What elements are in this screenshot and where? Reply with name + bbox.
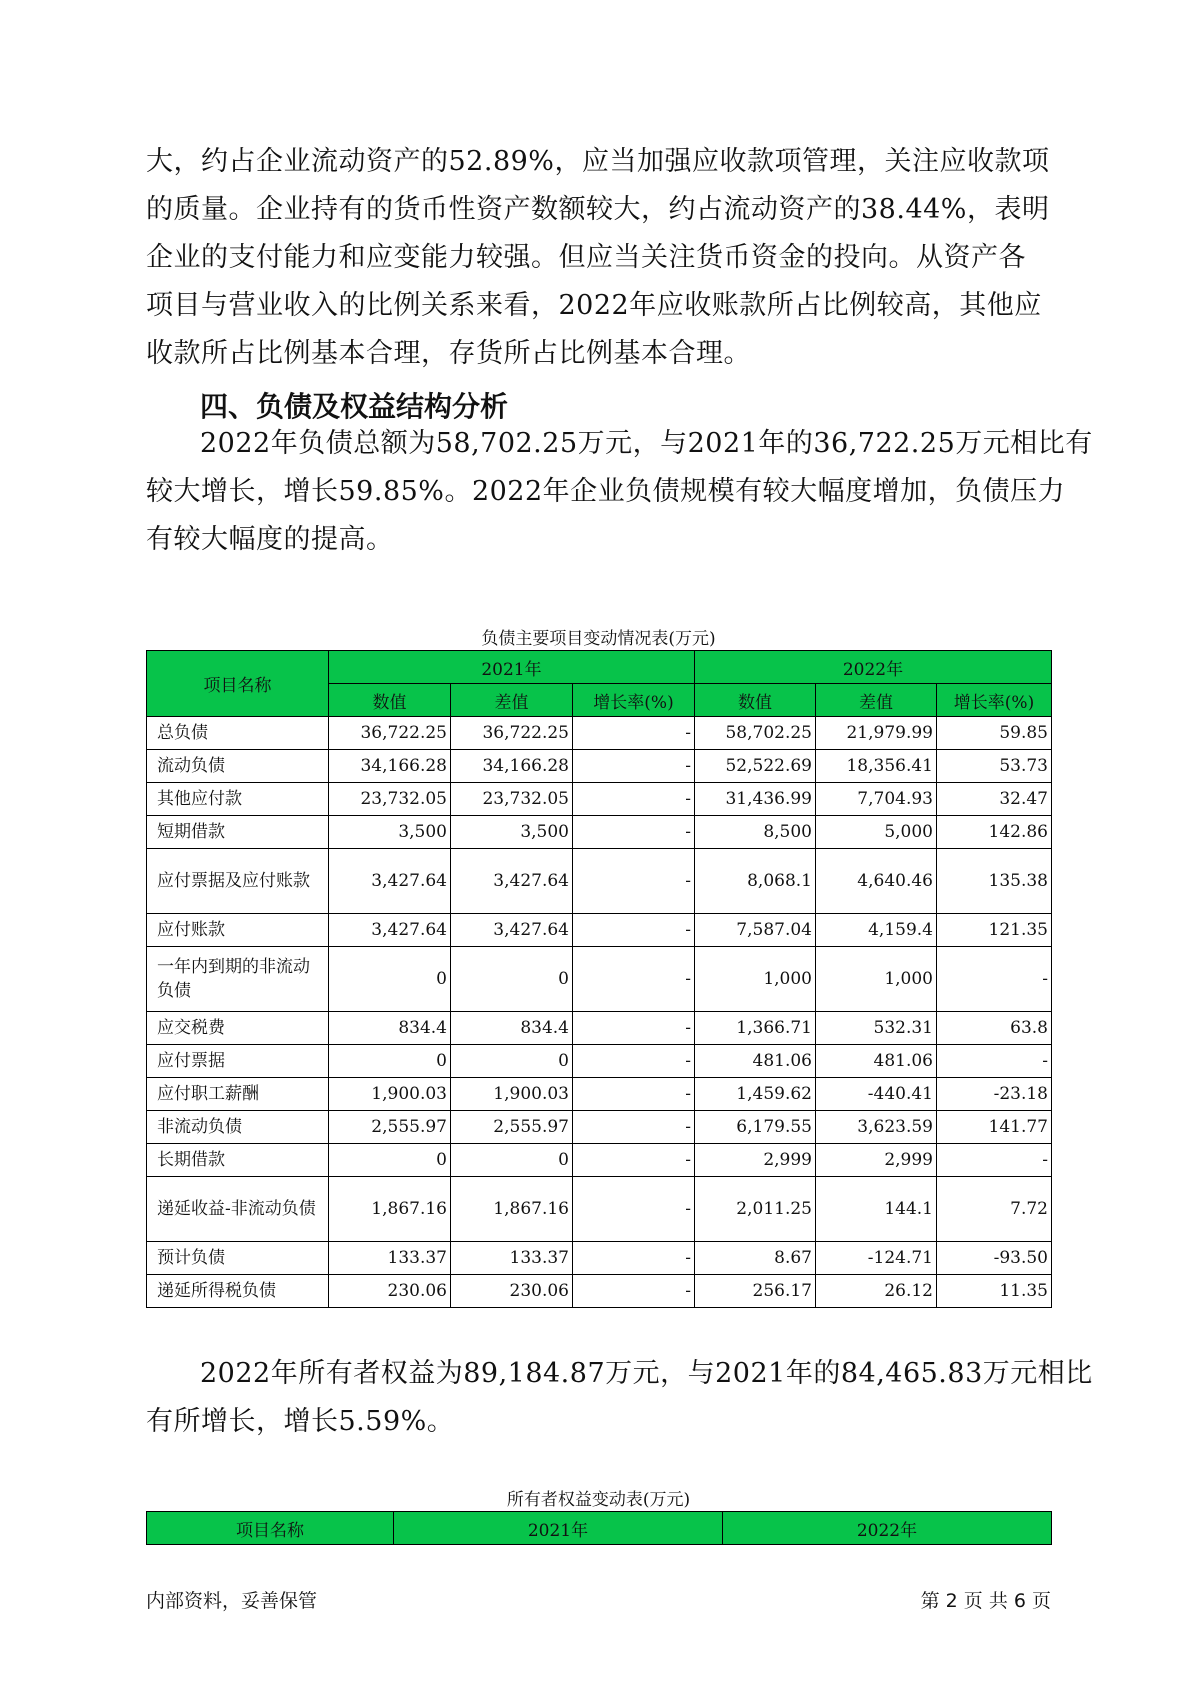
footer-left: 内部资料，妥善保管 [146,1590,318,1612]
table-row [147,947,1052,1012]
header-year-2021: 2021年 [394,1512,723,1545]
row-item-name: 短期借款 [147,816,329,849]
cell-diff-2022: -440.41 [816,1078,937,1111]
cell-diff-2022: 4,640.46 [816,849,937,914]
cell-diff-2021: 34,166.28 [451,750,573,783]
table-row [147,1045,1052,1078]
cell-value-2021: 3,427.64 [329,849,451,914]
equity-table-caption: 所有者权益变动表(万元) [506,1490,691,1510]
cell-growth-2022: -23.18 [937,1078,1052,1111]
cell-value-2021: 34,166.28 [329,750,451,783]
cell-diff-2022: 7,704.93 [816,783,937,816]
cell-value-2022: 31,436.99 [695,783,816,816]
table-row [147,1111,1052,1144]
header-diff-2022: 差值 [816,684,937,717]
cell-diff-2021: 230.06 [451,1275,573,1308]
cell-diff-2022: 21,979.99 [816,717,937,750]
cell-value-2021: 230.06 [329,1275,451,1308]
row-item-name: 其他应付款 [147,783,329,816]
cell-value-2022: 7,587.04 [695,914,816,947]
cell-value-2022: 8,500 [695,816,816,849]
cell-diff-2022: 5,000 [816,816,937,849]
cell-growth-2021: - [573,1111,695,1144]
cell-value-2021: 36,722.25 [329,717,451,750]
row-item-name: 长期借款 [147,1144,329,1177]
text-line: 项目与营业收入的比例关系来看，2022年应收账款所占比例较高，其他应 [146,290,1042,321]
cell-diff-2022: -124.71 [816,1242,937,1275]
cell-value-2022: 2,011.25 [695,1177,816,1242]
cell-diff-2021: 23,732.05 [451,783,573,816]
cell-growth-2022: 32.47 [937,783,1052,816]
intro-paragraph [146,138,1050,378]
table-row [147,750,1052,783]
header-value-2022: 数值 [695,684,816,717]
cell-diff-2021: 3,427.64 [451,914,573,947]
cell-diff-2021: 3,500 [451,816,573,849]
table-row [147,816,1052,849]
cell-diff-2022: 1,000 [816,947,937,1012]
text-line: 较大增长，增长59.85%。2022年企业负债规模有较大幅度增加，负债压力 [146,476,1066,507]
text-line: 有较大幅度的提高。 [146,524,394,555]
table-row [147,1275,1052,1308]
cell-value-2021: 133.37 [329,1242,451,1275]
cell-diff-2021: 1,867.16 [451,1177,573,1242]
cell-growth-2022: - [937,947,1052,1012]
cell-diff-2021: 2,555.97 [451,1111,573,1144]
row-item-name: 应付票据及应付账款 [147,849,329,914]
cell-growth-2022: 135.38 [937,849,1052,914]
cell-value-2021: 3,500 [329,816,451,849]
cell-value-2022: 256.17 [695,1275,816,1308]
liability-table-body [147,717,1052,1308]
cell-growth-2022: 59.85 [937,717,1052,750]
cell-growth-2021: - [573,1275,695,1308]
equity-table [146,1511,1052,1545]
table-row [147,1144,1052,1177]
cell-diff-2022: 26.12 [816,1275,937,1308]
header-item-name: 项目名称 [147,1512,394,1545]
row-item-name: 非流动负债 [147,1111,329,1144]
table-row [147,1242,1052,1275]
cell-growth-2021: - [573,750,695,783]
cell-value-2021: 834.4 [329,1012,451,1045]
table-row [147,1012,1052,1045]
header-growth-2022: 增长率(%) [937,684,1052,717]
cell-growth-2021: - [573,783,695,816]
cell-growth-2021: - [573,1242,695,1275]
footer-page-number: 第 2 页 共 6 页 [920,1590,1051,1612]
cell-diff-2022: 144.1 [816,1177,937,1242]
text-line: 的质量。企业持有的货币性资产数额较大，约占流动资产的38.44%，表明 [146,194,1050,225]
cell-growth-2021: - [573,849,695,914]
header-year-2022: 2022年 [695,651,1052,684]
cell-value-2022: 1,459.62 [695,1078,816,1111]
cell-value-2021: 0 [329,947,451,1012]
cell-growth-2022: 11.35 [937,1275,1052,1308]
cell-value-2021: 1,867.16 [329,1177,451,1242]
text-line: 收款所占比例基本合理，存货所占比例基本合理。 [146,338,751,369]
table-row [147,1177,1052,1242]
cell-value-2021: 3,427.64 [329,914,451,947]
cell-diff-2021: 0 [451,1045,573,1078]
cell-diff-2021: 133.37 [451,1242,573,1275]
liability-table [146,650,1052,1308]
cell-value-2022: 481.06 [695,1045,816,1078]
cell-diff-2021: 834.4 [451,1012,573,1045]
cell-growth-2022: - [937,1045,1052,1078]
row-item-name: 递延收益-非流动负债 [147,1177,329,1242]
cell-diff-2022: 481.06 [816,1045,937,1078]
cell-value-2022: 6,179.55 [695,1111,816,1144]
section-heading: 四、负债及权益结构分析 [200,390,509,423]
cell-growth-2021: - [573,816,695,849]
cell-growth-2021: - [573,1177,695,1242]
cell-value-2021: 23,732.05 [329,783,451,816]
header-growth-2021: 增长率(%) [573,684,695,717]
liability-paragraph [146,420,1093,564]
cell-value-2022: 1,000 [695,947,816,1012]
cell-diff-2021: 0 [451,1144,573,1177]
cell-growth-2021: - [573,1078,695,1111]
cell-diff-2021: 36,722.25 [451,717,573,750]
row-item-name: 流动负债 [147,750,329,783]
row-item-name: 预计负债 [147,1242,329,1275]
table-row [147,717,1052,750]
text-line: 有所增长，增长5.59%。 [146,1406,455,1437]
row-item-name: 递延所得税负债 [147,1275,329,1308]
header-item-name: 项目名称 [147,651,329,717]
cell-value-2021: 0 [329,1045,451,1078]
liability-table-caption: 负债主要项目变动情况表(万元) [481,629,716,649]
cell-growth-2021: - [573,947,695,1012]
cell-value-2022: 58,702.25 [695,717,816,750]
row-item-name: 一年内到期的非流动负债 [147,947,329,1012]
text-line: 2022年所有者权益为89,184.87万元，与2021年的84,465.83万元相比 [200,1358,1093,1389]
cell-growth-2022: 7.72 [937,1177,1052,1242]
header-year-2021: 2021年 [329,651,695,684]
cell-diff-2021: 0 [451,947,573,1012]
table-row [147,1078,1052,1111]
cell-growth-2022: 142.86 [937,816,1052,849]
cell-value-2022: 1,366.71 [695,1012,816,1045]
table-row [147,849,1052,914]
row-item-name: 应付票据 [147,1045,329,1078]
cell-growth-2021: - [573,1045,695,1078]
cell-value-2022: 8,068.1 [695,849,816,914]
cell-diff-2022: 532.31 [816,1012,937,1045]
cell-diff-2022: 4,159.4 [816,914,937,947]
cell-growth-2021: - [573,1012,695,1045]
header-year-2022: 2022年 [723,1512,1052,1545]
row-item-name: 应付职工薪酬 [147,1078,329,1111]
cell-value-2021: 2,555.97 [329,1111,451,1144]
cell-growth-2022: -93.50 [937,1242,1052,1275]
cell-growth-2022: 53.73 [937,750,1052,783]
cell-value-2022: 52,522.69 [695,750,816,783]
cell-growth-2021: - [573,914,695,947]
equity-paragraph [146,1350,1093,1446]
cell-diff-2021: 1,900.03 [451,1078,573,1111]
cell-value-2021: 1,900.03 [329,1078,451,1111]
cell-diff-2022: 18,356.41 [816,750,937,783]
header-value-2021: 数值 [329,684,451,717]
cell-growth-2022: - [937,1144,1052,1177]
cell-value-2022: 2,999 [695,1144,816,1177]
cell-growth-2021: - [573,717,695,750]
cell-diff-2022: 3,623.59 [816,1111,937,1144]
cell-value-2021: 0 [329,1144,451,1177]
cell-growth-2021: - [573,1144,695,1177]
text-line: 2022年负债总额为58,702.25万元，与2021年的36,722.25万元相比有 [200,428,1093,459]
cell-growth-2022: 141.77 [937,1111,1052,1144]
table-row [147,914,1052,947]
cell-diff-2022: 2,999 [816,1144,937,1177]
cell-value-2022: 8.67 [695,1242,816,1275]
cell-growth-2022: 121.35 [937,914,1052,947]
cell-growth-2022: 63.8 [937,1012,1052,1045]
text-line: 大，约占企业流动资产的52.89%，应当加强应收款项管理，关注应收款项 [146,146,1050,177]
row-item-name: 总负债 [147,717,329,750]
text-line: 企业的支付能力和应变能力较强。但应当关注货币资金的投向。从资产各 [146,242,1026,273]
table-row [147,783,1052,816]
cell-diff-2021: 3,427.64 [451,849,573,914]
header-diff-2021: 差值 [451,684,573,717]
row-item-name: 应付账款 [147,914,329,947]
row-item-name: 应交税费 [147,1012,329,1045]
